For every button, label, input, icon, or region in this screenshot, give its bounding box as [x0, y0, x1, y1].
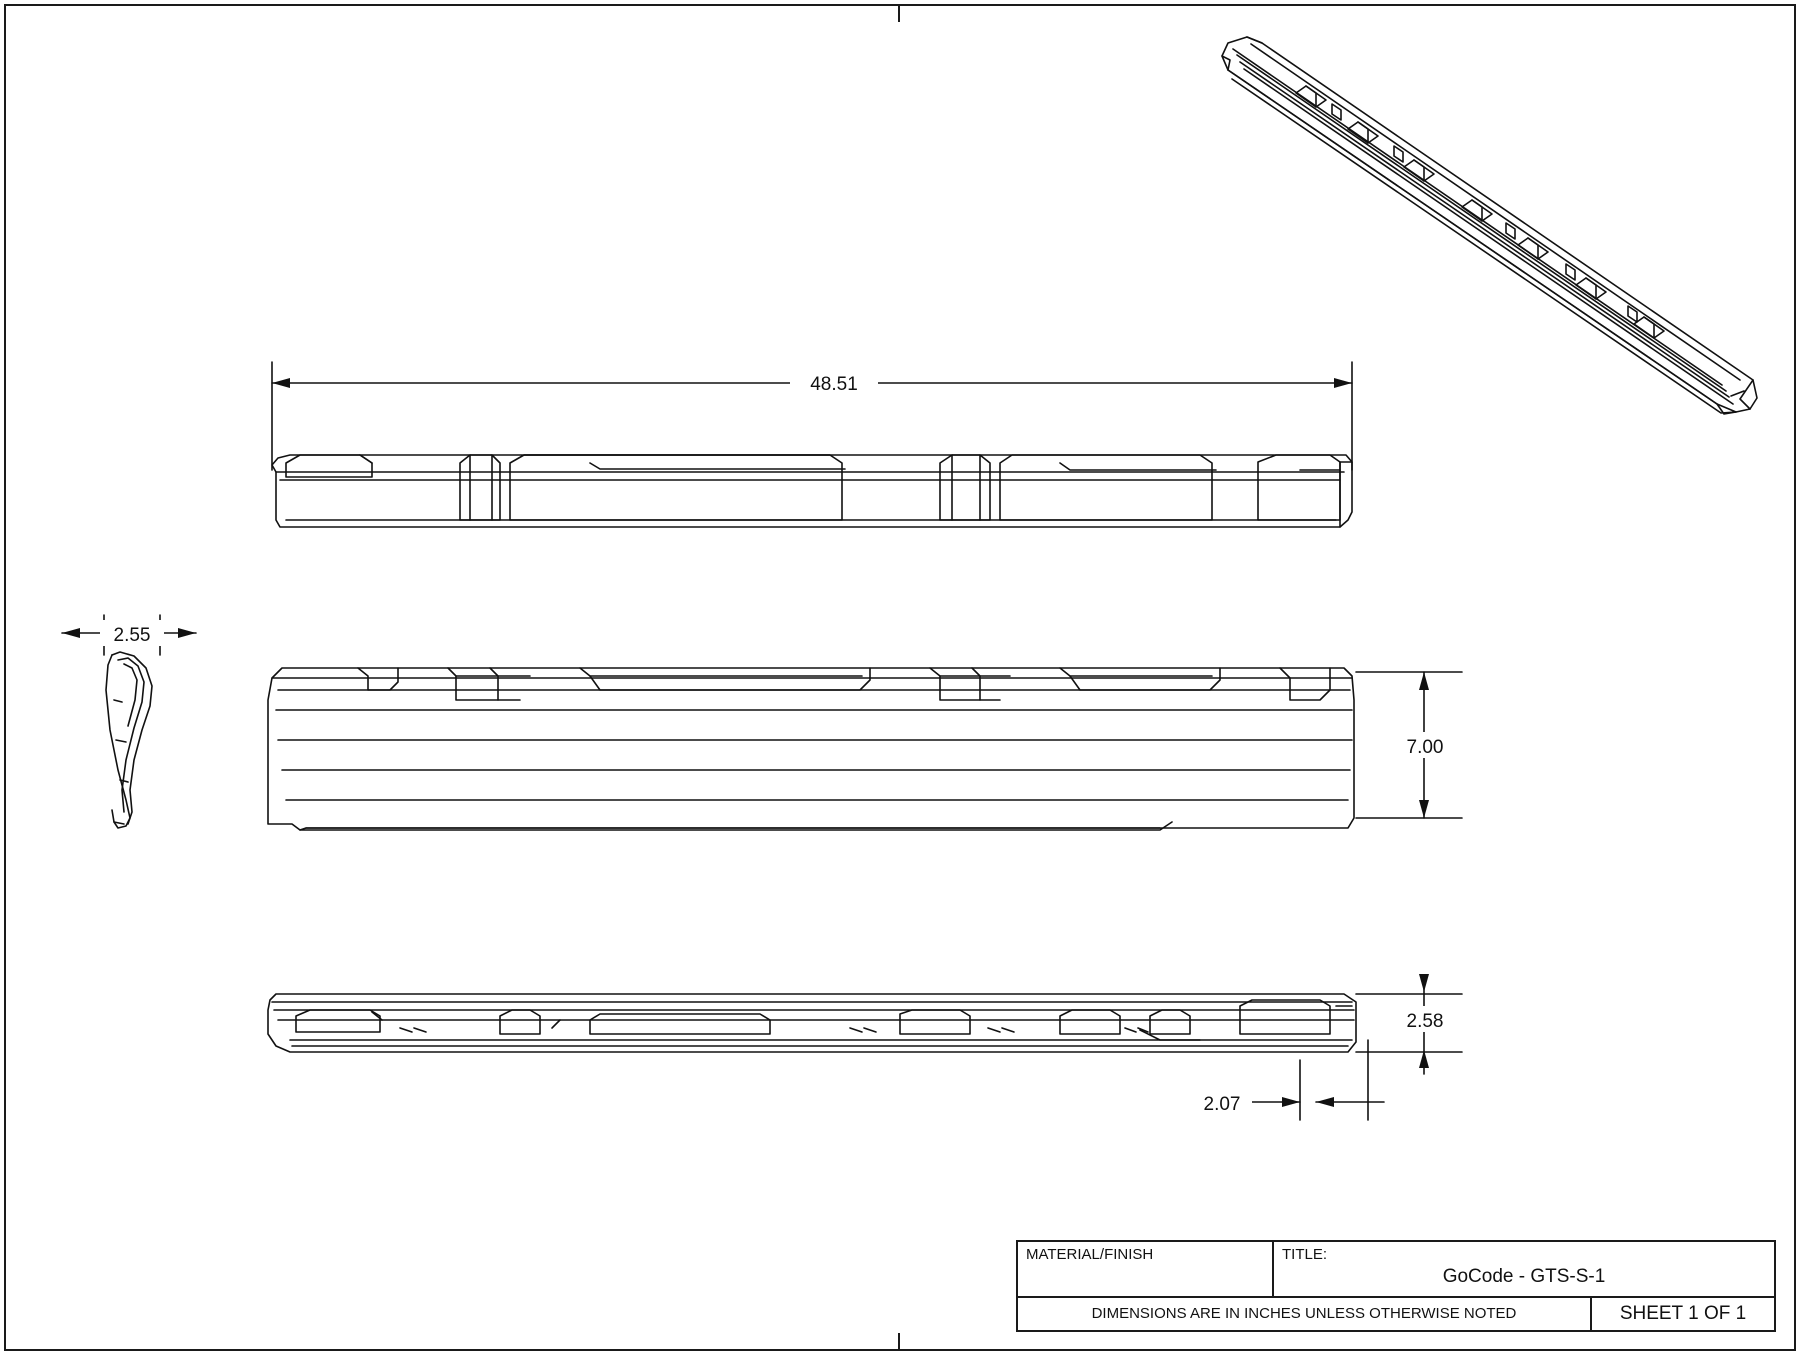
material-finish-label: MATERIAL/FINISH: [1026, 1246, 1154, 1263]
title-block-row-top: [1018, 1242, 1774, 1298]
dim-label-thickness: 2.58: [1406, 1011, 1444, 1032]
dim-label-height: 7.00: [1406, 737, 1444, 758]
title-block: [1016, 1240, 1776, 1332]
dim-label-end-width: 2.55: [113, 625, 151, 646]
title-block-row-bottom: [1018, 1298, 1774, 1330]
isometric-view: [1222, 37, 1757, 414]
dim-label-offset: 2.07: [1203, 1094, 1241, 1115]
dim-label-length: 48.51: [810, 374, 858, 395]
bottom-view: [268, 974, 1462, 1120]
title-label: TITLE:: [1282, 1246, 1328, 1263]
title-cell: [1274, 1242, 1774, 1296]
units-note: DIMENSIONS ARE IN INCHES UNLESS OTHERWISE NOTED: [1018, 1298, 1592, 1330]
front-view: [268, 668, 1462, 830]
sheet-number: SHEET 1 OF 1: [1619, 1302, 1747, 1324]
title-value: GoCode - GTS-S-1: [1442, 1266, 1606, 1287]
end-section-view: [62, 615, 196, 828]
material-finish-cell: [1018, 1242, 1274, 1296]
